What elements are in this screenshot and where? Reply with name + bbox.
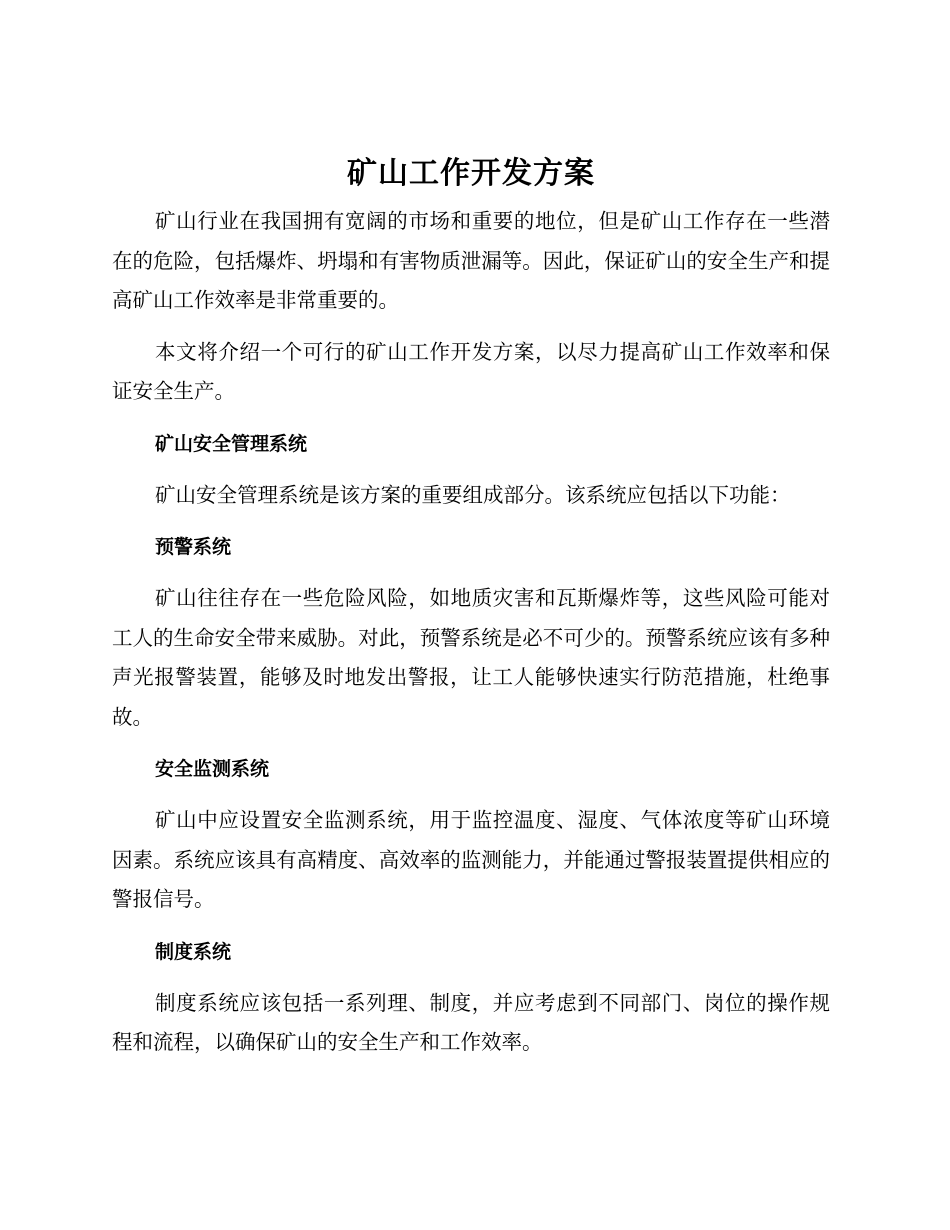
section-heading-rules-system: 制度系统 (155, 940, 232, 963)
intro-paragraph-1: 矿山行业在我国拥有宽阔的市场和重要的地位，但是矿山工作存在一些潜在的危险，包括爆炸、坍塌和有害物质泄漏等。因此，保证矿山的安全生产和提高矿山工作效率是非常重要的。 (112, 209, 830, 312)
document-page (112, 150, 830, 1075)
section-text-monitoring-system: 矿山中应设置安全监测系统，用于监控温度、湿度、气体浓度等矿山环境因素。系统应该具有高精度、高效率的监测能力，并能通过警报装置提供相应的警报信号。 (112, 808, 830, 911)
section-text-warning-system: 矿山往往存在一些危险风险，如地质灾害和瓦斯爆炸等，这些风险可能对工人的生命安全带来威胁。对此，预警系统是必不可少的。预警系统应该有多种声光报警装置，能够及时地发出警报，让工人能够快速实行防范措施，杜绝事故。 (112, 586, 830, 729)
section-heading-warning-system: 预警系统 (155, 536, 232, 558)
section-text-rules-system: 制度系统应该包括一系列理、制度，并应考虑到不同部门、岗位的操作规程和流程，以确保矿山的安全生产和工作效率。 (112, 990, 830, 1054)
document-title: 矿山工作开发方案 (347, 156, 595, 191)
section-text-safety-management: 矿山安全管理系统是该方案的重要组成部分。该系统应包括以下功能： (155, 482, 791, 507)
section-heading-monitoring-system: 安全监测系统 (155, 758, 270, 780)
section-heading-safety-management: 矿山安全管理系统 (155, 432, 308, 455)
intro-paragraph-2: 本文将介绍一个可行的矿山工作开发方案，以尽力提高矿山工作效率和保证安全生产。 (112, 339, 830, 403)
